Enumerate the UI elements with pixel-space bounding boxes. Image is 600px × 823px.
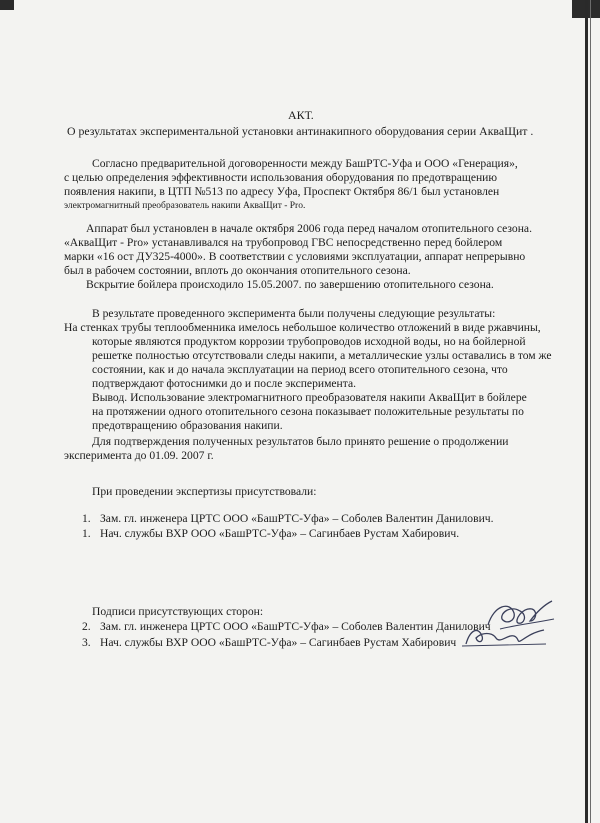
p2-line-5: Вскрытие бойлера происходило 15.05.2007. по завершению отопительного сезона.: [86, 278, 494, 291]
signer-2-text: Нач. службы ВХР ООО «БашРТС-Уфа» – Сагинбаев Рустам Хабирович: [100, 636, 457, 649]
document-subtitle: О результатах экспериментальной установки антинакипного оборудования серии АкваЩит .: [67, 124, 534, 138]
p5-line-2: эксперимента до 01.09. 2007 г.: [64, 449, 214, 462]
p2-line-3: марки «16 ост ДУ325-4000». В соответствии с условиями эксплуатации, аппарат непрерывно: [64, 250, 526, 263]
p4-line-3: предотвращению образования накипи.: [92, 419, 283, 432]
p3-line-6: подтверждают фотоснимки до и после эксперимента.: [92, 377, 357, 390]
signer-1-num: 2.: [82, 620, 91, 633]
p3-line-4: решетке полностью отсутствовали следы накипи, а металлические узлы оставались в том же: [92, 349, 552, 362]
signature-saginbaev-icon: [460, 622, 550, 650]
p4-line-1: Вывод. Использование электромагнитного преобразователя накипи АкваЩит в бойлере: [92, 391, 527, 404]
signer-1-text: Зам. гл. инженера ЦРТС ООО «БашРТС-Уфа» – Соболев Валентин Данилович: [100, 620, 491, 633]
p1-line-2: с целью определения эффективности использования оборудования по предотвращению: [64, 171, 498, 184]
p3-line-3: которые являются продуктом коррозии трубопроводов исходной воды, но на бойлерной: [92, 335, 526, 348]
p2-line-2: «АкваЩит - Pro» устанавливался на трубопровод ГВС непосредственно перед бойлером: [64, 236, 503, 249]
present-item-2-text: Нач. службы ВХР ООО «БашРТС-Уфа» – Сагинбаев Рустам Хабирович.: [100, 527, 460, 540]
signer-2-num: 3.: [82, 636, 91, 649]
p1-line-1: Согласно предварительной договоренности между БашРТС-Уфа и ООО «Генерация»,: [92, 157, 518, 170]
present-heading: При проведении экспертизы присутствовали:: [92, 485, 317, 498]
p2-line-1: Аппарат был установлен в начале октября 2006 года перед началом отопительного сезона.: [86, 222, 532, 235]
scan-edge-line: [585, 0, 588, 823]
p3-line-1: В результате проведенного эксперимента были получены следующие результаты:: [92, 307, 496, 320]
p3-line-5: состоянии, как и до начала эксплуатации на период всего отопительного сезона, что: [92, 363, 508, 376]
present-item-2-num: 1.: [82, 527, 91, 540]
p1-line-3: появления накипи, в ЦТП №513 по адресу Уфа, Проспект Октября 86/1 был установлен: [64, 185, 500, 198]
document-title: АКТ.: [288, 108, 314, 122]
p4-line-2: на протяжении одного отопительного сезона показывает положительные результаты по: [92, 405, 524, 418]
p2-line-4: был в рабочем состоянии, вплоть до окончания отопительного сезона.: [64, 264, 411, 277]
p1-line-4: электромагнитный преобразователь накипи АкваЩит - Pro.: [64, 201, 306, 211]
signatures-heading: Подписи присутствующих сторон:: [92, 605, 264, 618]
scan-corner-left: [0, 0, 14, 10]
p5-line-1: Для подтверждения полученных результатов было принято решение о продолжении: [92, 435, 509, 448]
p3-line-2: На стенках трубы теплообменника имелось небольшое количество отложений в виде ржавчины,: [64, 321, 541, 334]
present-item-1-text: Зам. гл. инженера ЦРТС ООО «БашРТС-Уфа» – Соболев Валентин Данилович.: [100, 512, 494, 525]
present-item-1-num: 1.: [82, 512, 91, 525]
scan-edge-line-secondary: [590, 0, 591, 823]
